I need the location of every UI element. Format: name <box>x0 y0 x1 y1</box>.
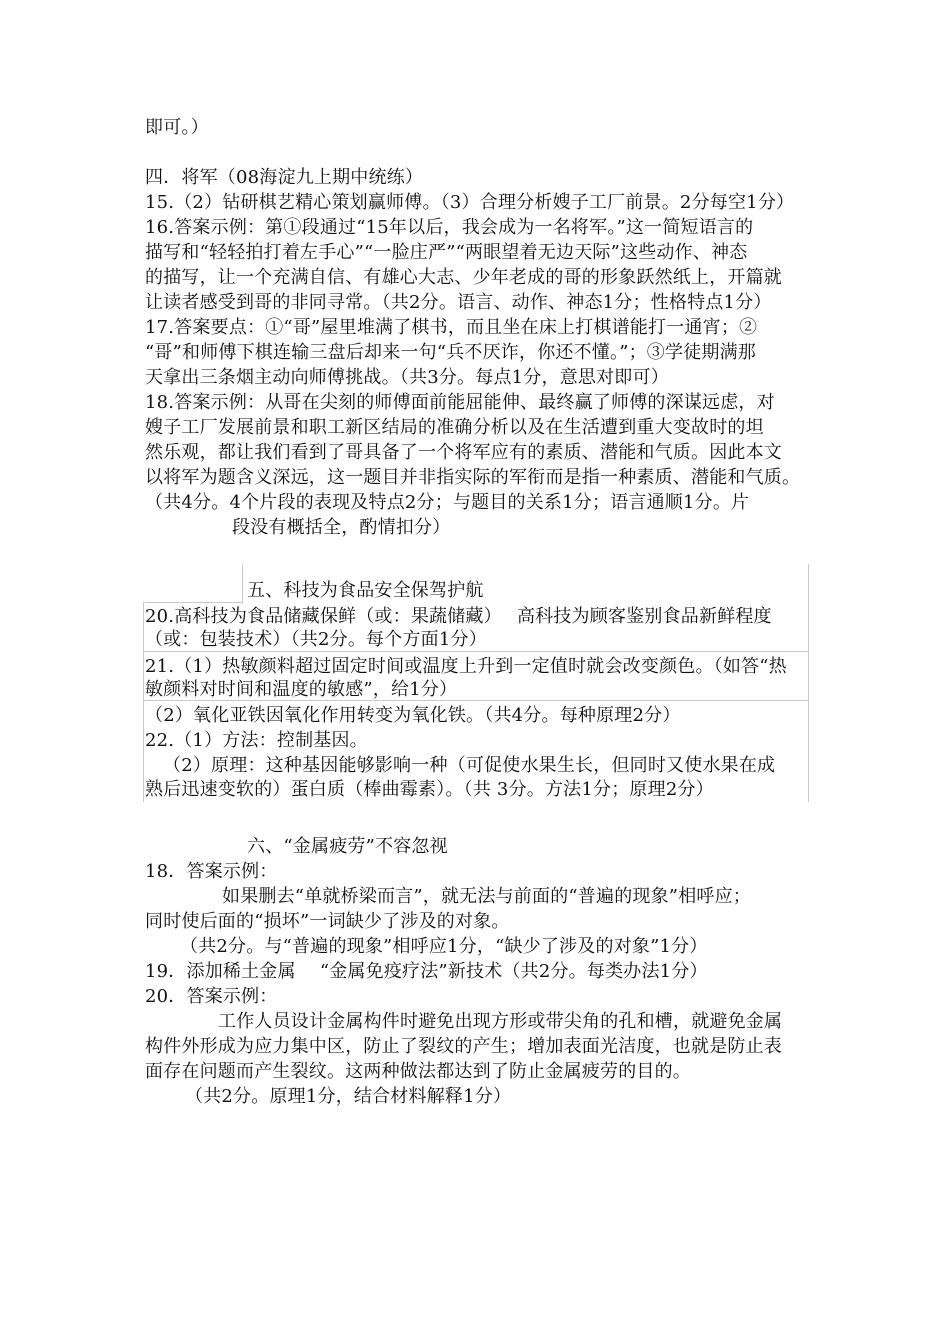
section-5-line: （或：包装技术）（共2分。每个方面1分） <box>145 629 487 650</box>
section-4-line: 嫂子工厂发展前景和职工新区结局的准确分析以及在生活遭到重大变故时的坦 <box>145 417 764 438</box>
section-6-line: 同时使后面的“损坏”一词缺少了涉及的对象。 <box>145 911 510 932</box>
section-4-line: 段没有概括全，酌情扣分） <box>232 517 451 538</box>
section-6-line: （共2分。原理1分，结合材料解释1分） <box>185 1086 512 1107</box>
section-6-line: 构件外形成为应力集中区，防止了裂纹的产生；增加表面光洁度，也就是防止表 <box>145 1036 782 1057</box>
section-4-line: 让读者感受到哥的非同寻常。（共2分。语言、动作、神态1分；性格特点1分） <box>145 292 772 313</box>
section-4-line: 描写和“轻轻拍打着左手心”“一脸庄严”“两眼望着无边天际”这些动作、神态 <box>145 242 748 263</box>
section-4-line: 然乐观，都让我们看到了哥具备了一个将军应有的素质、潜能和气质。因此本文 <box>145 442 782 463</box>
intro-tail-text: 即可。） <box>145 117 209 138</box>
section-5-line: 22.（1）方法：控制基因。 <box>145 730 368 751</box>
section-4-line: （共4分。4个片段的表现及特点2分；与题目的关系1分；语言通顺1分。片 <box>145 492 750 513</box>
section-4-line: 天拿出三条烟主动向师傅挑战。（共3分。每点1分，意思对即可） <box>145 367 669 388</box>
section-4-line: “哥”和师傅下棋连输三盘后却来一句“兵不厌诈，你还不懂。”；③学徒期满那 <box>145 342 757 363</box>
table-border-left-top <box>242 564 243 604</box>
section-6-line: 19．添加稀土金属 “金属免疫疗法”新技术（共2分。每类办法1分） <box>145 961 708 982</box>
section-6-line: 20．答案示例： <box>145 986 278 1007</box>
section-6-line: 工作人员设计金属构件时避免出现方形或带尖角的孔和槽，就避免金属 <box>218 1011 783 1032</box>
section-5-title: 五、科技为食品安全保驾护航 <box>247 580 484 601</box>
section-4-line: 16.答案示例：第①段通过“15年以后，我会成为一名将军。”这一简短语言的 <box>145 217 754 238</box>
section-4-line: 15.（2）钻研棋艺精心策划赢师傅。（3）合理分析嫂子工厂前景。2分每空1分） <box>145 192 795 213</box>
section-4-line: 的描写，让一个充满自信、有雄心大志、少年老成的哥的形象跃然纸上，开篇就 <box>145 267 782 288</box>
table-border-right <box>808 564 809 802</box>
section-5-line: 熟后迅速变软的）蛋白质（棒曲霉素）。（共 3分。方法1分；原理2分） <box>145 779 714 800</box>
section-5-line: （2）原理：这种基因能够影响一种（可促使水果生长，但同时又使水果在成 <box>163 755 776 776</box>
section-5-line: 21.（1）热敏颜料超过固定时间或温度上升到一定值时就会改变颜色。（如答“热 <box>145 656 787 677</box>
section-6-line: （共2分。与“普遍的现象”相呼应1分，“缺少了涉及的对象”1分） <box>180 936 708 957</box>
section-4-line: 18.答案示例：从哥在尖刻的师傅面前能屈能伸、最终赢了师傅的深谋远虑，对 <box>145 392 775 413</box>
section-4-title: 四．将军（08海淀九上期中统练） <box>145 167 424 188</box>
section-5-line: 20.高科技为食品储藏保鲜（或：果蔬储藏） 高科技为顾客鉴别食品新鲜程度 <box>145 606 772 627</box>
table-border-left <box>143 602 144 802</box>
section-6-line: 如果删去“单就桥梁而言”，就无法与前面的“普遍的现象”相呼应； <box>222 886 752 907</box>
section-5-line: 敏颜料对时间和温度的敏感”，给1分） <box>145 679 458 700</box>
section-4-line: 17.答案要点：①“哥”屋里堆满了棋书，而且坐在床上打棋谱能打一通宵；② <box>145 317 758 338</box>
section-6-line: 面存在问题而产生裂纹。这两种做法都达到了防止金属疲劳的目的。 <box>145 1061 691 1082</box>
table-border-top-left <box>145 602 243 603</box>
section-6-title: 六、“金属疲劳”不容忽视 <box>247 836 448 857</box>
section-6-line: 18．答案示例： <box>145 861 278 882</box>
section-5-line: （2）氧化亚铁因氧化作用转变为氧化铁。（共4分。每种原理2分） <box>145 705 681 726</box>
section-4-line: 以将军为题含义深远，这一题目并非指实际的军衔而是指一种素质、潜能和气质。 <box>145 467 801 488</box>
